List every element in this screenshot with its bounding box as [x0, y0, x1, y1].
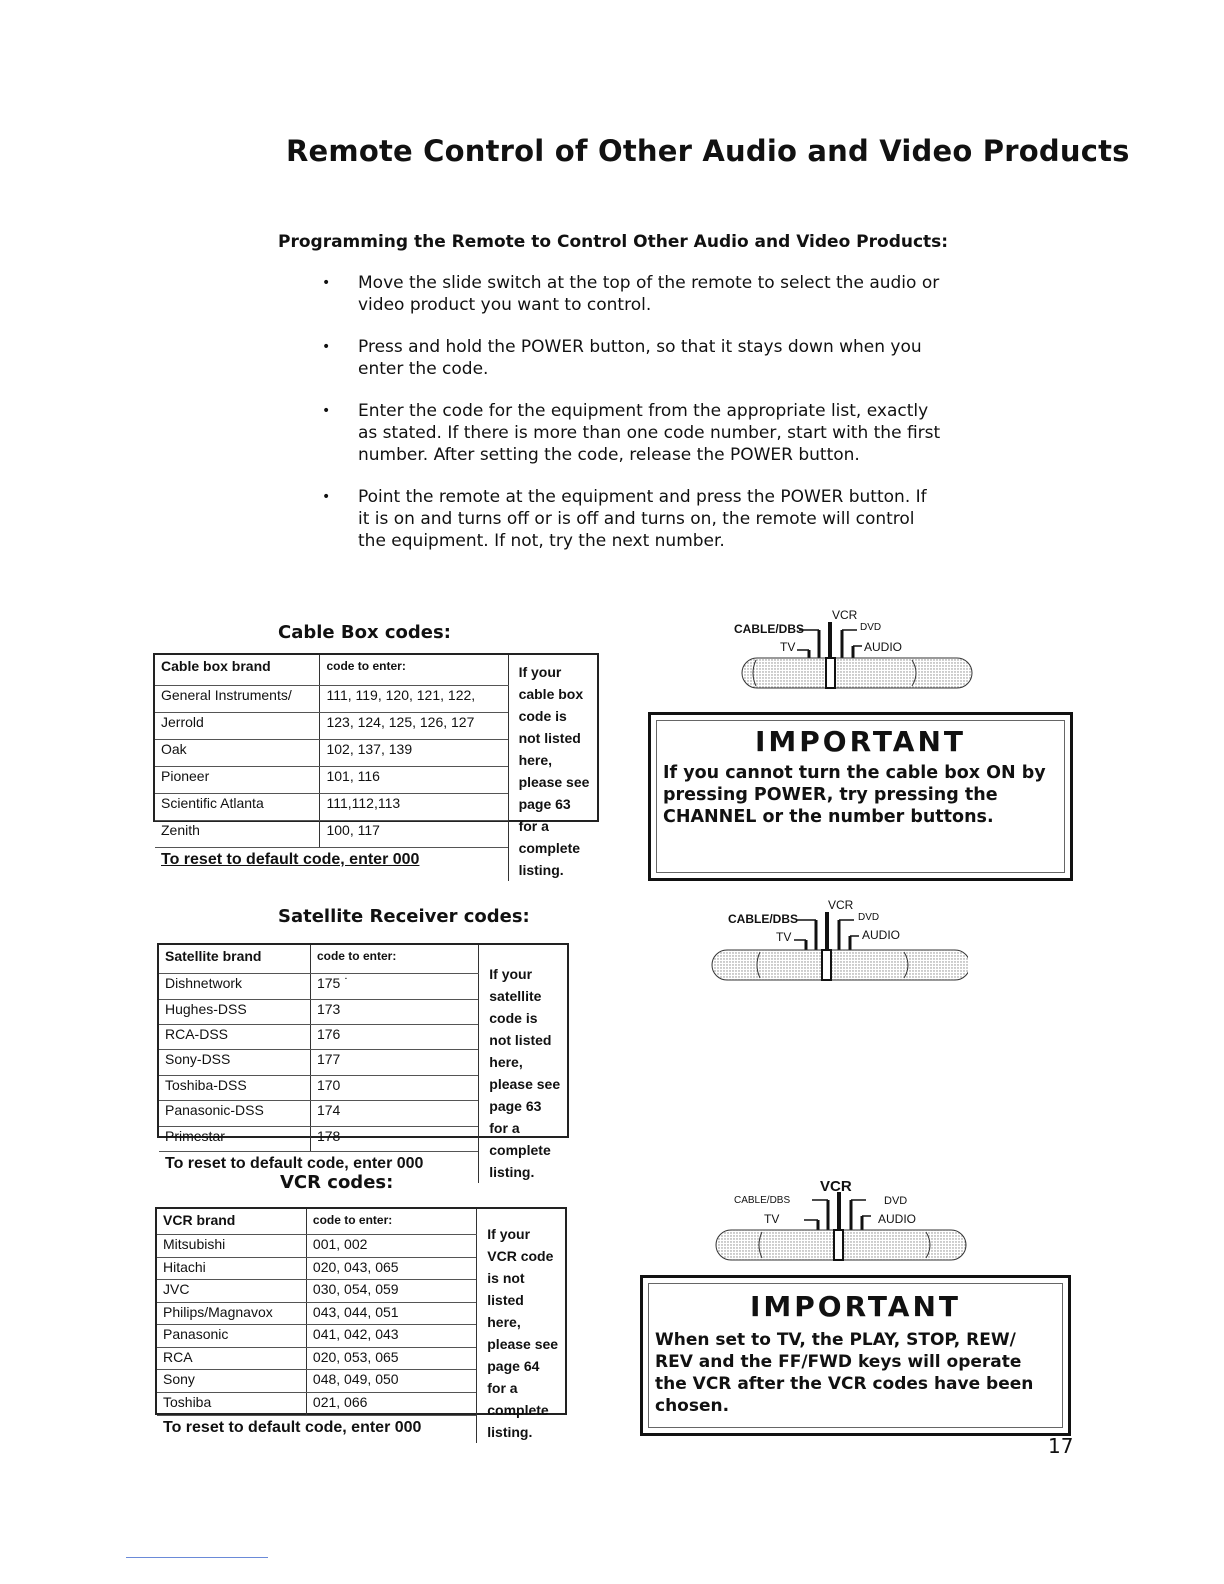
bullet-icon: •: [322, 275, 331, 291]
section-subtitle: Programming the Remote to Control Other Audio and Video Products:: [278, 232, 949, 252]
important-text: If you cannot turn the cable box ON by pressing POWER, try pressing the CHANNEL or the number buttons.: [663, 763, 1046, 827]
slide-switch-diagram-vcr: [712, 1178, 972, 1288]
brand-cell: Sony-DSS: [159, 1050, 310, 1075]
brand-cell: Pioneer: [155, 767, 320, 794]
brand-cell: Hitachi: [157, 1257, 306, 1280]
brand-cell: Philips/Magnavox: [157, 1302, 306, 1325]
slide-switch-diagram-cable: [714, 608, 974, 718]
important-heading: IMPORTANT: [749, 1290, 962, 1323]
switch-label-tv: TV: [764, 1212, 780, 1226]
code-cell: 111, 119, 120, 121, 122,: [320, 685, 508, 712]
brand-cell: Mitsubishi: [157, 1234, 306, 1257]
brand-cell: Panasonic: [157, 1325, 306, 1348]
switch-label-tv: TV: [780, 640, 796, 654]
code-cell: 111,112,113: [320, 794, 508, 821]
vcr-reset-text: To reset to default code, enter 000: [157, 1415, 477, 1443]
code-cell: 030, 054, 059: [306, 1280, 476, 1303]
vcr-head-code: code to enter:: [306, 1209, 476, 1234]
instruction-item: [322, 486, 942, 552]
switch-label-dvd: DVD: [884, 1195, 908, 1207]
satellite-head-code: code to enter:: [310, 945, 478, 974]
switch-label-audio: AUDIO: [862, 928, 901, 942]
instruction-item: [322, 336, 942, 380]
brand-cell: General Instruments/: [155, 685, 320, 712]
cable-codes-title: Cable Box codes:: [278, 622, 451, 643]
important-text: When set to TV, the PLAY, STOP, REW/ REV and the FF/FWD keys will operate the VCR after the VCR codes have been chosen.: [655, 1330, 1034, 1416]
vcr-codes-table: [157, 1209, 565, 1443]
code-cell: 020, 043, 065: [306, 1257, 476, 1280]
brand-cell: Jerrold: [155, 713, 320, 740]
code-cell: 041, 042, 043: [306, 1325, 476, 1348]
code-cell: 043, 044, 051: [306, 1302, 476, 1325]
page-title: Remote Control of Other Audio and Video Products: [286, 134, 1130, 168]
code-cell: 176: [310, 1025, 478, 1050]
cable-note: If your cable box code is not listed here, please see page 63 for a complete listing.: [508, 655, 597, 881]
code-cell: 101, 116: [320, 767, 508, 794]
cable-codes-table-frame: [153, 653, 599, 878]
vcr-codes-table-frame: [155, 1207, 567, 1440]
brand-cell: Dishnetwork: [159, 974, 310, 999]
satellite-note: If your satellite code is not listed here, please see page 63 for a complete listing.: [479, 945, 567, 1183]
code-cell: 174: [310, 1101, 478, 1126]
important-notice-vcr: [640, 1275, 1071, 1436]
important-notice-cable: [648, 712, 1073, 881]
vcr-head-brand: VCR brand: [157, 1209, 306, 1234]
vcr-note: If your VCR code is not listed here, please see page 64 for a complete listing.: [477, 1209, 565, 1443]
switch-label-audio: AUDIO: [864, 640, 903, 654]
page-number: 17: [1048, 1434, 1074, 1458]
brand-cell: Scientific Atlanta: [155, 794, 320, 821]
cable-reset-text: To reset to default code, enter 000: [155, 848, 508, 881]
switch-label-vcr: VCR: [832, 608, 858, 622]
switch-label-vcr: VCR: [828, 898, 854, 912]
brand-cell: Toshiba-DSS: [159, 1075, 310, 1100]
switch-label-dvd: DVD: [858, 912, 880, 923]
brand-cell: RCA: [157, 1347, 306, 1370]
code-cell: 048, 049, 050: [306, 1370, 476, 1393]
brand-cell: Panasonic-DSS: [159, 1101, 310, 1126]
code-cell: 177: [310, 1050, 478, 1075]
code-cell: 175 ˙: [310, 974, 478, 999]
switch-label-audio: AUDIO: [878, 1212, 917, 1226]
instruction-item: [322, 400, 942, 466]
code-cell: 178: [310, 1126, 478, 1151]
switch-label-cable: CABLE/DBS: [734, 1195, 791, 1206]
bullet-icon: •: [322, 339, 331, 355]
code-cell: 020, 053, 065: [306, 1347, 476, 1370]
satellite-codes-table: [159, 945, 567, 1183]
cable-codes-table: [155, 655, 597, 881]
switch-label-cable: CABLE/DBS: [734, 622, 805, 636]
code-cell: 102, 137, 139: [320, 740, 508, 767]
brand-cell: JVC: [157, 1280, 306, 1303]
important-heading: IMPORTANT: [754, 725, 967, 758]
brand-cell: Toshiba: [157, 1393, 306, 1416]
switch-label-cable: CABLE/DBS: [728, 912, 799, 926]
brand-cell: Oak: [155, 740, 320, 767]
footer-rule: [126, 1557, 268, 1558]
vcr-codes-title: VCR codes:: [280, 1172, 394, 1193]
instruction-text: Point the remote at the equipment and press the POWER button. If it is on and turns off or is off and turns on, the remote will control the equipment. If not, try the next number.: [358, 487, 927, 551]
brand-cell: Sony: [157, 1370, 306, 1393]
brand-cell: Zenith: [155, 821, 320, 848]
cable-head-code: code to enter:: [320, 655, 508, 685]
bullet-icon: •: [322, 489, 331, 505]
instruction-text: Enter the code for the equipment from the appropriate list, exactly as stated. If there is more than one code number, start with the first number. After setting the code, release the POWER button.: [358, 401, 941, 465]
code-cell: 100, 117: [320, 821, 508, 848]
brand-cell: RCA-DSS: [159, 1025, 310, 1050]
cable-head-brand: Cable box brand: [155, 655, 320, 685]
bullet-icon: •: [322, 403, 331, 419]
instruction-text: Press and hold the POWER button, so that it stays down when you enter the code.: [358, 337, 922, 379]
instruction-item: [322, 272, 942, 316]
code-cell: 001, 002: [306, 1234, 476, 1257]
brand-cell: Hughes-DSS: [159, 999, 310, 1024]
satellite-reset-text: To reset to default code, enter 000: [159, 1152, 479, 1183]
satellite-head-brand: Satellite brand: [159, 945, 310, 974]
satellite-codes-table-frame: [157, 943, 569, 1180]
code-cell: 021, 066: [306, 1393, 476, 1416]
switch-label-tv: TV: [776, 930, 792, 944]
slide-switch-diagram-satellite: [708, 898, 968, 1008]
instruction-text: Move the slide switch at the top of the remote to select the audio or video product you want to control.: [358, 273, 940, 315]
brand-cell: Primestar: [159, 1126, 310, 1151]
code-cell: 170: [310, 1075, 478, 1100]
instruction-list: [322, 272, 942, 572]
satellite-codes-title: Satellite Receiver codes:: [278, 906, 530, 927]
switch-label-dvd: DVD: [860, 622, 882, 633]
code-cell: 123, 124, 125, 126, 127: [320, 713, 508, 740]
switch-label-vcr: VCR: [820, 1178, 852, 1195]
code-cell: 173: [310, 999, 478, 1024]
